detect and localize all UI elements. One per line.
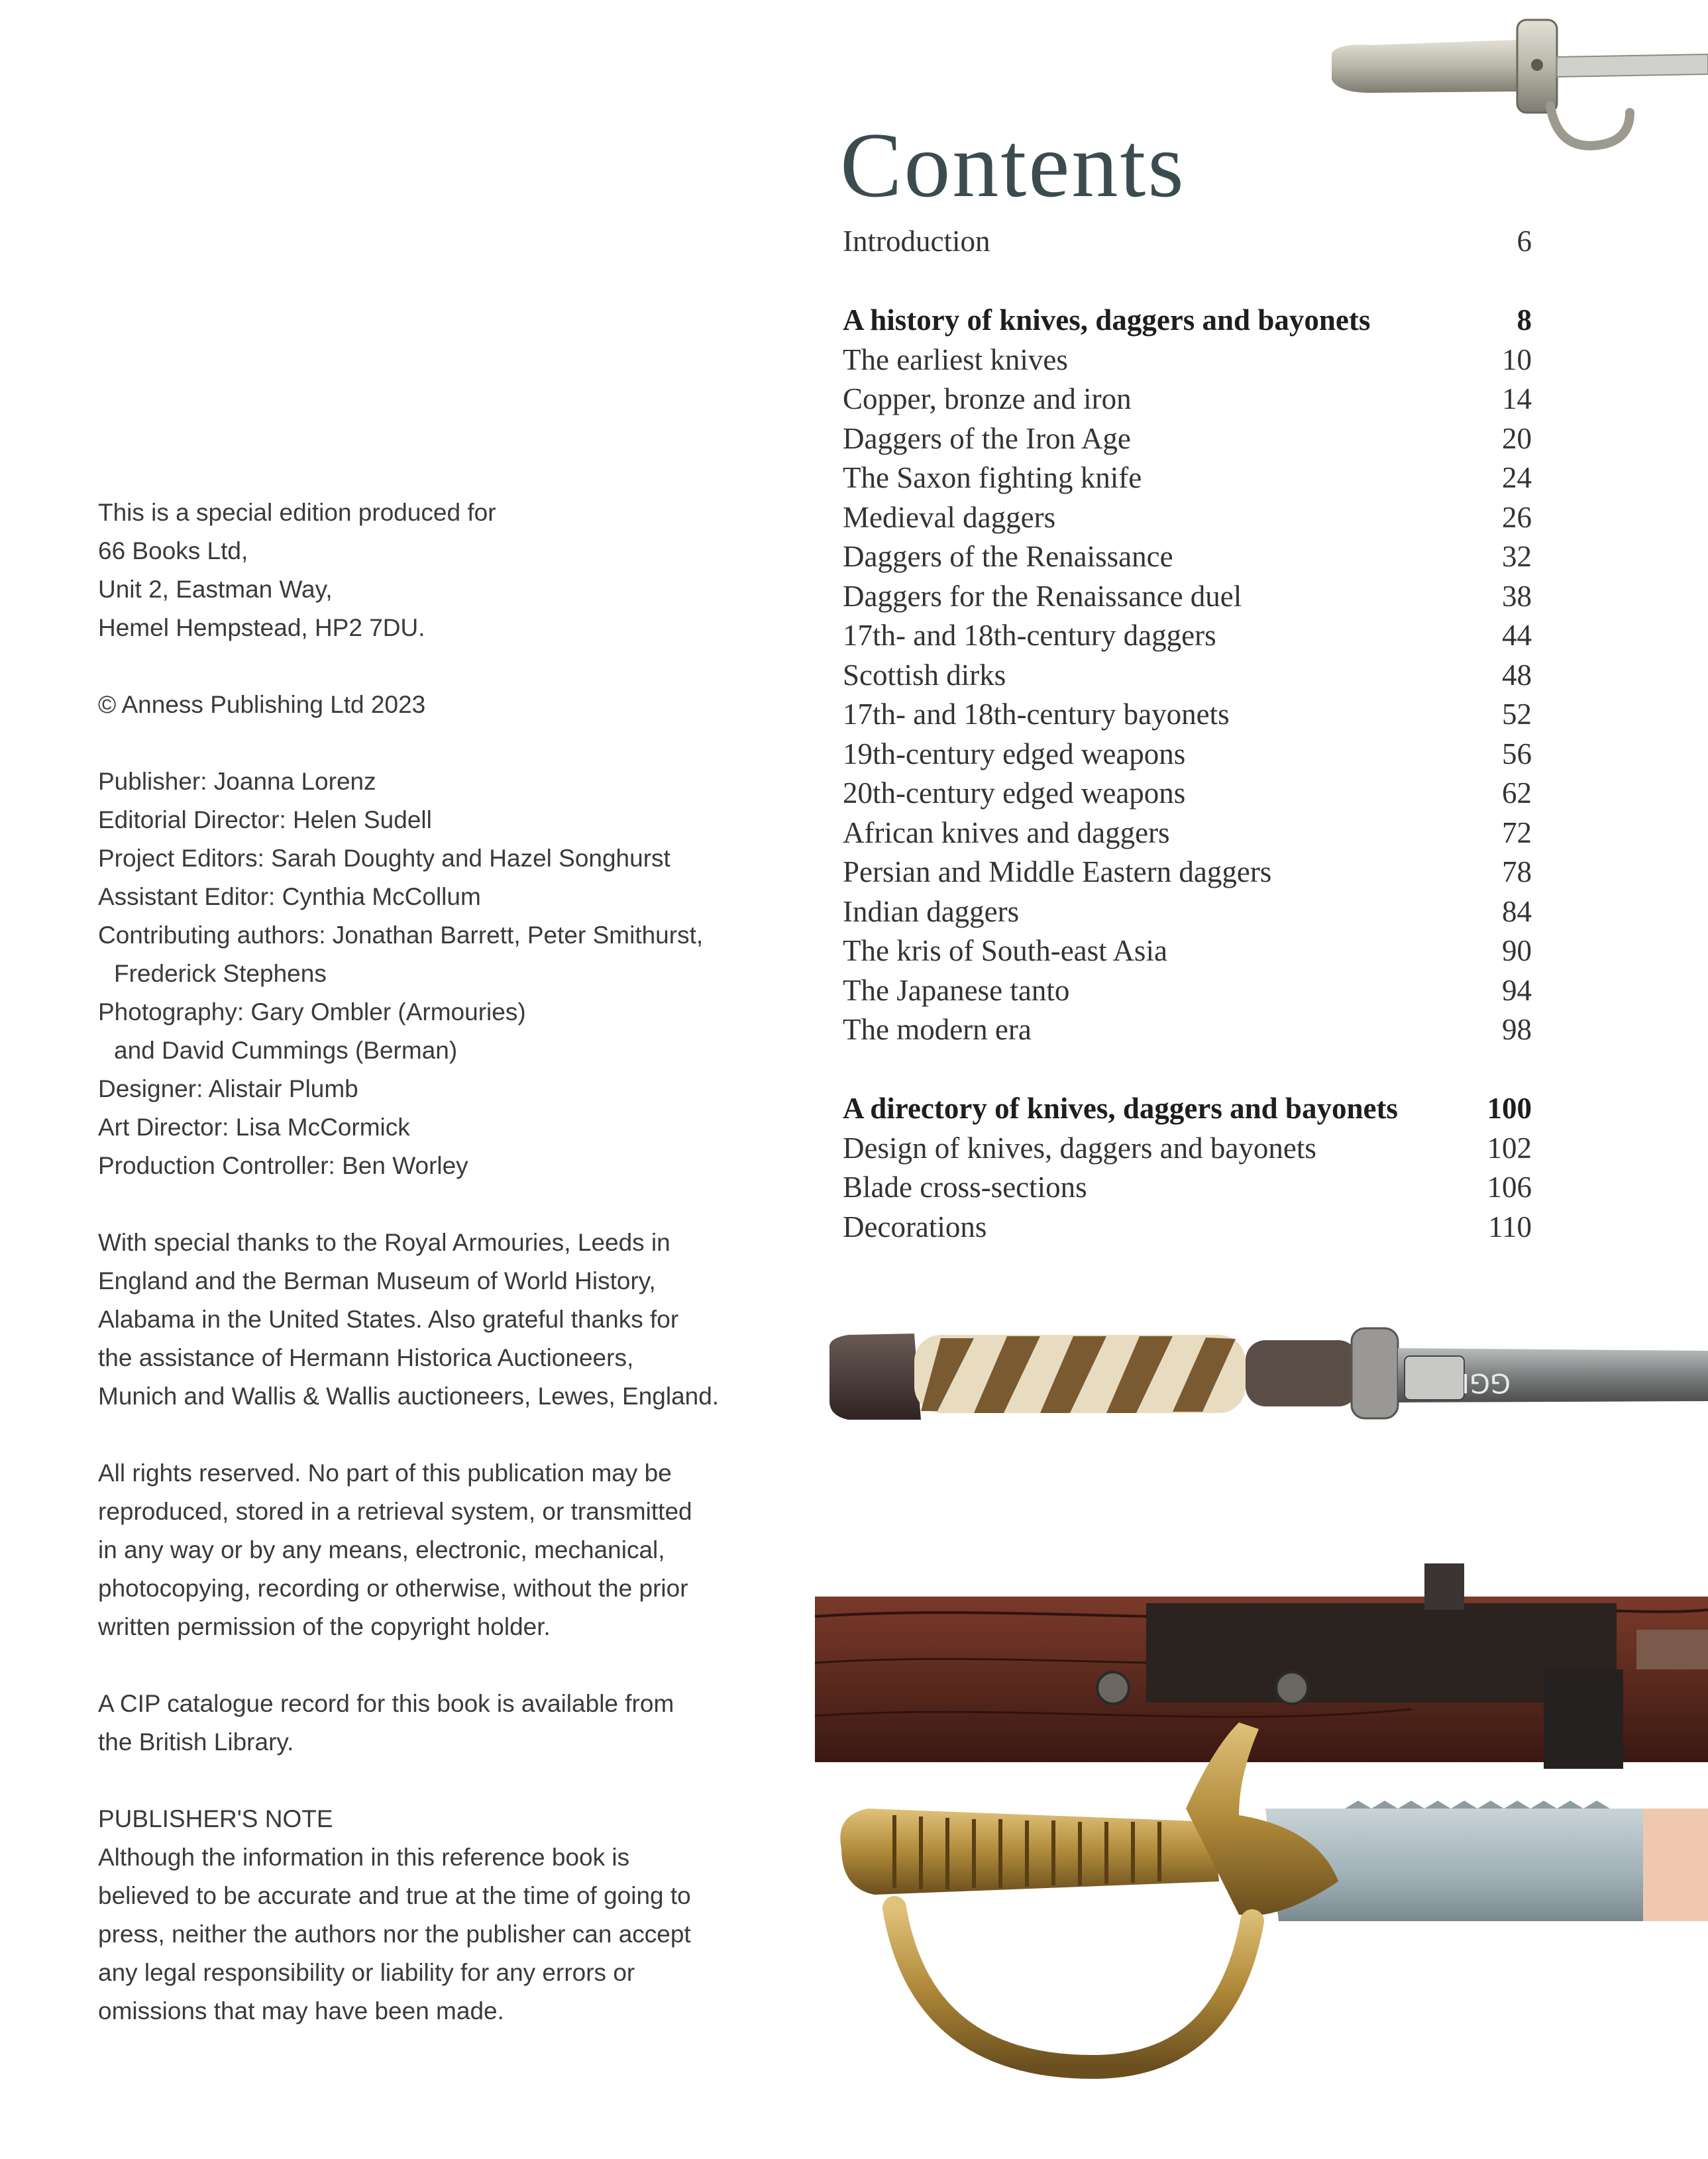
rights-line: reproduced, stored in a retrieval system, or transmitted bbox=[98, 1498, 692, 1525]
thanks-line: Alabama in the United States. Also grateful thanks for bbox=[98, 1306, 679, 1333]
toc-entry[interactable] bbox=[843, 695, 1532, 735]
toc-entry-page: 90 bbox=[1502, 934, 1532, 967]
toc-entry[interactable] bbox=[843, 498, 1532, 538]
credit-line: Project Editors: Sarah Doughty and Hazel Songhurst bbox=[98, 845, 670, 872]
cip-line: the British Library. bbox=[98, 1728, 294, 1756]
credit-line: and David Cummings (Berman) bbox=[114, 1037, 458, 1064]
toc-entry[interactable] bbox=[843, 774, 1532, 814]
toc-entry-page: 44 bbox=[1502, 619, 1532, 652]
toc-entry[interactable] bbox=[843, 577, 1532, 617]
toc-entry-page: 56 bbox=[1502, 737, 1532, 770]
toc-entry-title: Copper, bronze and iron bbox=[843, 382, 1132, 415]
thanks-line: England and the Berman Museum of World History, bbox=[98, 1267, 656, 1294]
thanks-line: Munich and Wallis & Wallis auctioneers, Lewes, England. bbox=[98, 1383, 720, 1410]
toc-entry[interactable] bbox=[843, 1129, 1532, 1169]
toc-entry-title: Introduction bbox=[843, 225, 990, 258]
cip-line: A CIP catalogue record for this book is available from bbox=[98, 1690, 674, 1717]
credit-line: Publisher: Joanna Lorenz bbox=[98, 768, 376, 795]
toc-entry-page: 84 bbox=[1502, 894, 1532, 928]
rights-line: in any way or by any means, electronic, mechanical, bbox=[98, 1536, 665, 1563]
toc-entry[interactable] bbox=[843, 537, 1532, 577]
toc-entry[interactable] bbox=[843, 735, 1532, 774]
special-edition-line: Hemel Hempstead, HP2 7DU. bbox=[98, 614, 425, 641]
toc-entry-page: 32 bbox=[1502, 540, 1532, 573]
toc-entry[interactable] bbox=[843, 853, 1532, 892]
toc-entry-page: 78 bbox=[1502, 855, 1532, 888]
toc-entry-title: Daggers of the Iron Age bbox=[843, 421, 1131, 455]
toc-entry-title: Decorations bbox=[843, 1210, 987, 1243]
toc-entry-title: Medieval daggers bbox=[843, 500, 1056, 534]
toc-entry-title: Indian daggers bbox=[843, 894, 1020, 928]
note-line: any legal responsibility or liability for any errors or bbox=[98, 1959, 635, 1986]
credit-line: Art Director: Lisa McCormick bbox=[98, 1114, 410, 1141]
toc-entry-page: 100 bbox=[1487, 1092, 1532, 1125]
toc-entry[interactable] bbox=[843, 616, 1532, 656]
credit-line: Contributing authors: Jonathan Barrett, Peter Smithurst, bbox=[98, 922, 704, 949]
toc-entry-title: A history of knives, daggers and bayonets bbox=[843, 303, 1371, 337]
toc-entry-title: Scottish dirks bbox=[843, 658, 1006, 692]
toc-section-heading[interactable] bbox=[843, 301, 1532, 341]
toc-entry-title: African knives and daggers bbox=[843, 816, 1170, 849]
credit-line: Frederick Stephens bbox=[114, 960, 327, 987]
note-line: omissions that may have been made. bbox=[98, 1997, 504, 2025]
toc-entry-page: 62 bbox=[1502, 776, 1532, 810]
toc-entry-page: 20 bbox=[1502, 421, 1532, 455]
special-edition-line: 66 Books Ltd, bbox=[98, 537, 248, 564]
toc-entry[interactable] bbox=[843, 458, 1532, 498]
toc-entry[interactable] bbox=[843, 814, 1532, 853]
toc-entry-title: 17th- and 18th-century daggers bbox=[843, 619, 1216, 652]
credit-line: Editorial Director: Helen Sudell bbox=[98, 806, 432, 833]
imprint-page bbox=[98, 494, 734, 2030]
credit-line: Photography: Gary Ombler (Armouries) bbox=[98, 998, 526, 1026]
toc-entry-title: 19th-century edged weapons bbox=[843, 737, 1186, 770]
credit-line: Designer: Alistair Plumb bbox=[98, 1075, 358, 1102]
toc-entry[interactable] bbox=[843, 1010, 1532, 1050]
special-edition-line: Unit 2, Eastman Way, bbox=[98, 576, 333, 603]
rights-line: All rights reserved. No part of this publication may be bbox=[98, 1459, 672, 1487]
toc-entry[interactable] bbox=[843, 419, 1532, 459]
toc-entry-title: 17th- and 18th-century bayonets bbox=[843, 698, 1230, 731]
credit-line: Production Controller: Ben Worley bbox=[98, 1152, 468, 1179]
toc-entry-title: Blade cross-sections bbox=[843, 1171, 1087, 1204]
toc-entry[interactable] bbox=[843, 1208, 1532, 1247]
toc-entry[interactable] bbox=[843, 971, 1532, 1011]
toc-entry-title: 20th-century edged weapons bbox=[843, 776, 1186, 810]
toc-entry[interactable] bbox=[843, 931, 1532, 971]
toc-entry-page: 6 bbox=[1517, 225, 1532, 258]
special-edition-line: This is a special edition produced for bbox=[98, 499, 496, 526]
toc-entry-title: Design of knives, daggers and bayonets bbox=[843, 1131, 1316, 1165]
publishers-note-heading: PUBLISHER'S NOTE bbox=[98, 1805, 333, 1832]
toc-entry-page: 24 bbox=[1502, 461, 1532, 494]
toc-entry-title: Daggers of the Renaissance bbox=[843, 540, 1173, 573]
toc-entry-title: The modern era bbox=[843, 1013, 1032, 1046]
toc-entry[interactable] bbox=[843, 1168, 1532, 1208]
thanks-line: With special thanks to the Royal Armouries, Leeds in bbox=[98, 1229, 670, 1256]
toc-entry-title: Persian and Middle Eastern daggers bbox=[843, 855, 1272, 888]
credit-line: Assistant Editor: Cynthia McCollum bbox=[98, 883, 481, 910]
copyright-notice: © Anness Publishing Ltd 2023 bbox=[98, 691, 426, 718]
table-of-contents bbox=[843, 222, 1532, 1247]
toc-entry-page: 38 bbox=[1502, 579, 1532, 613]
toc-entry-page: 52 bbox=[1502, 698, 1532, 731]
toc-entry[interactable] bbox=[843, 656, 1532, 696]
toc-entry-page: 98 bbox=[1502, 1013, 1532, 1046]
toc-entry-title: The kris of South-east Asia bbox=[843, 934, 1167, 967]
rights-line: written permission of the copyright holder. bbox=[98, 1613, 551, 1640]
toc-entry-title: The earliest knives bbox=[843, 342, 1068, 376]
contents-title: Contents bbox=[840, 114, 1186, 217]
dagger-marking: GGI bbox=[1462, 1367, 1511, 1398]
toc-entry[interactable] bbox=[843, 341, 1532, 380]
toc-entry-page: 106 bbox=[1487, 1171, 1532, 1204]
toc-entry-title: A directory of knives, daggers and bayonets bbox=[843, 1092, 1398, 1125]
toc-entry-page: 26 bbox=[1502, 500, 1532, 534]
thanks-line: the assistance of Hermann Historica Auctioneers, bbox=[98, 1344, 634, 1371]
toc-entry-page: 110 bbox=[1488, 1210, 1532, 1243]
toc-section-heading[interactable] bbox=[843, 1089, 1532, 1129]
toc-entry-page: 48 bbox=[1502, 658, 1532, 692]
toc-entry[interactable] bbox=[843, 222, 1532, 262]
rights-line: photocopying, recording or otherwise, without the prior bbox=[98, 1575, 688, 1602]
toc-entry-title: The Saxon fighting knife bbox=[843, 461, 1142, 494]
ivory-dagger-illustration bbox=[822, 1302, 1708, 1448]
note-line: believed to be accurate and true at the time of going to bbox=[98, 1882, 691, 1909]
toc-entry-title: The Japanese tanto bbox=[843, 973, 1070, 1007]
bayonet-hilt-illustration bbox=[1318, 13, 1708, 159]
toc-entry-page: 72 bbox=[1502, 816, 1532, 849]
brass-hilt-sword-illustration bbox=[815, 1722, 1708, 2107]
toc-entry-page: 102 bbox=[1487, 1131, 1532, 1165]
toc-entry-page: 8 bbox=[1517, 303, 1532, 337]
note-line: press, neither the authors nor the publisher can accept bbox=[98, 1921, 691, 1948]
toc-entry[interactable] bbox=[843, 892, 1532, 932]
toc-entry-title: Daggers for the Renaissance duel bbox=[843, 579, 1242, 613]
toc-entry-page: 10 bbox=[1502, 342, 1532, 376]
note-line: Although the information in this reference book is bbox=[98, 1844, 630, 1871]
toc-entry-page: 14 bbox=[1502, 382, 1532, 415]
toc-entry[interactable] bbox=[843, 380, 1532, 419]
toc-entry-page: 94 bbox=[1502, 973, 1532, 1007]
